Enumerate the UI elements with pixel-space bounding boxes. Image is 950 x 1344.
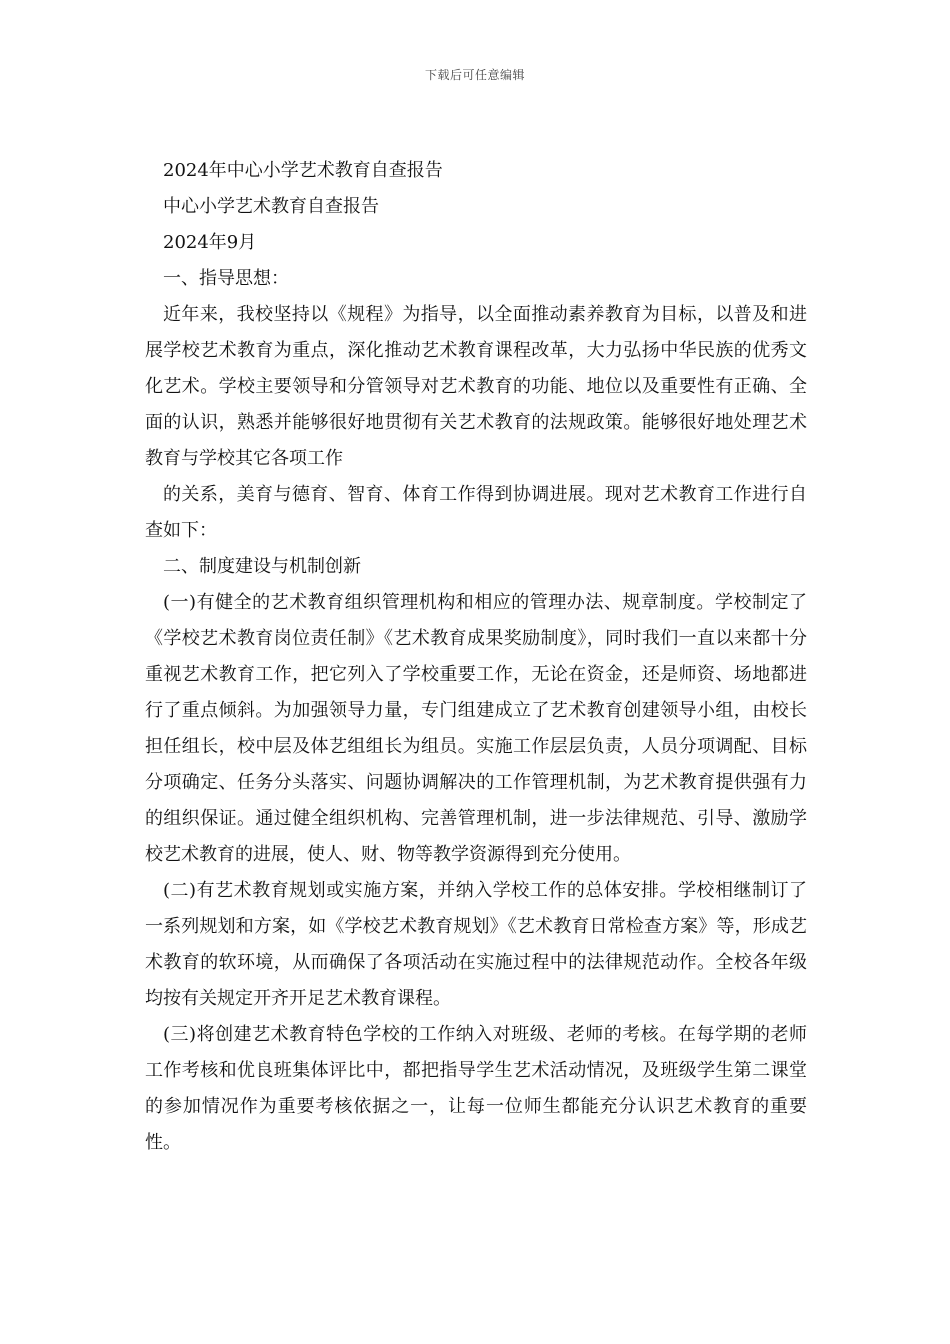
- document-subtitle: 中心小学艺术教育自查报告: [163, 196, 379, 217]
- paragraph-assessment: (三)将创建艺术教育特色学校的工作纳入对班级、老师的考核。在每学期的老师工作考核和优良班集体评比中，都把指导学生艺术活动情况，及班级学生第二课堂的参加情况作为重要考核依据之一，让每一位师生都能充分认识艺术教育的重要性。: [145, 1024, 807, 1153]
- section-heading-system-building: 二、制度建设与机制创新: [163, 556, 361, 577]
- document-body: [145, 153, 807, 1161]
- paragraph-planning: (二)有艺术教育规划或实施方案，并纳入学校工作的总体安排。学校相继制订了一系列规划和方案，如《学校艺术教育规划》《艺术教育日常检查方案》等，形成艺术教育的软环境，从而确保了各项活动在实施过程中的法律规范动作。全校各年级均按有关规定开齐开足艺术教育课程。: [145, 880, 807, 1009]
- paragraph-guiding-ideas: 近年来，我校坚持以《规程》为指导，以全面推动素养教育为目标，以普及和进展学校艺术教育为重点，深化推动艺术教育课程改革，大力弘扬中华民族的优秀文化艺术。学校主要领导和分管领导对艺术教育的功能、地位以及重要性有正确、全面的认识，熟悉并能够很好地贯彻有关艺术教育的法规政策。能够很好地处理艺术教育与学校其它各项工作: [145, 304, 807, 469]
- header-note: 下载后可任意编辑: [424, 68, 525, 82]
- document-date: 2024年9月: [163, 232, 257, 253]
- paragraph-guiding-ideas-continued: 的关系，美育与德育、智育、体育工作得到协调进展。现对艺术教育工作进行自查如下：: [145, 484, 807, 541]
- document-title: 2024年中心小学艺术教育自查报告: [163, 160, 443, 181]
- section-heading-guiding-ideas: 一、指导思想：: [163, 268, 289, 289]
- paragraph-management-structure: (一)有健全的艺术教育组织管理机构和相应的管理办法、规章制度。学校制定了《学校艺术教育岗位责任制》《艺术教育成果奖励制度》，同时我们一直以来都十分重视艺术教育工作，把它列入了学校重要工作，无论在资金，还是师资、场地都进行了重点倾斜。为加强领导力量，专门组建成立了艺术教育创建领导小组，由校长担任组长，校中层及体艺组组长为组员。实施工作层层负责，人员分项调配、目标分项确定、任务分头落实、问题协调解决的工作管理机制，为艺术教育提供强有力的组织保证。通过健全组织机构、完善管理机制，进一步法律规范、引导、激励学校艺术教育的进展，使人、财、物等教学资源得到充分使用。: [145, 592, 807, 865]
